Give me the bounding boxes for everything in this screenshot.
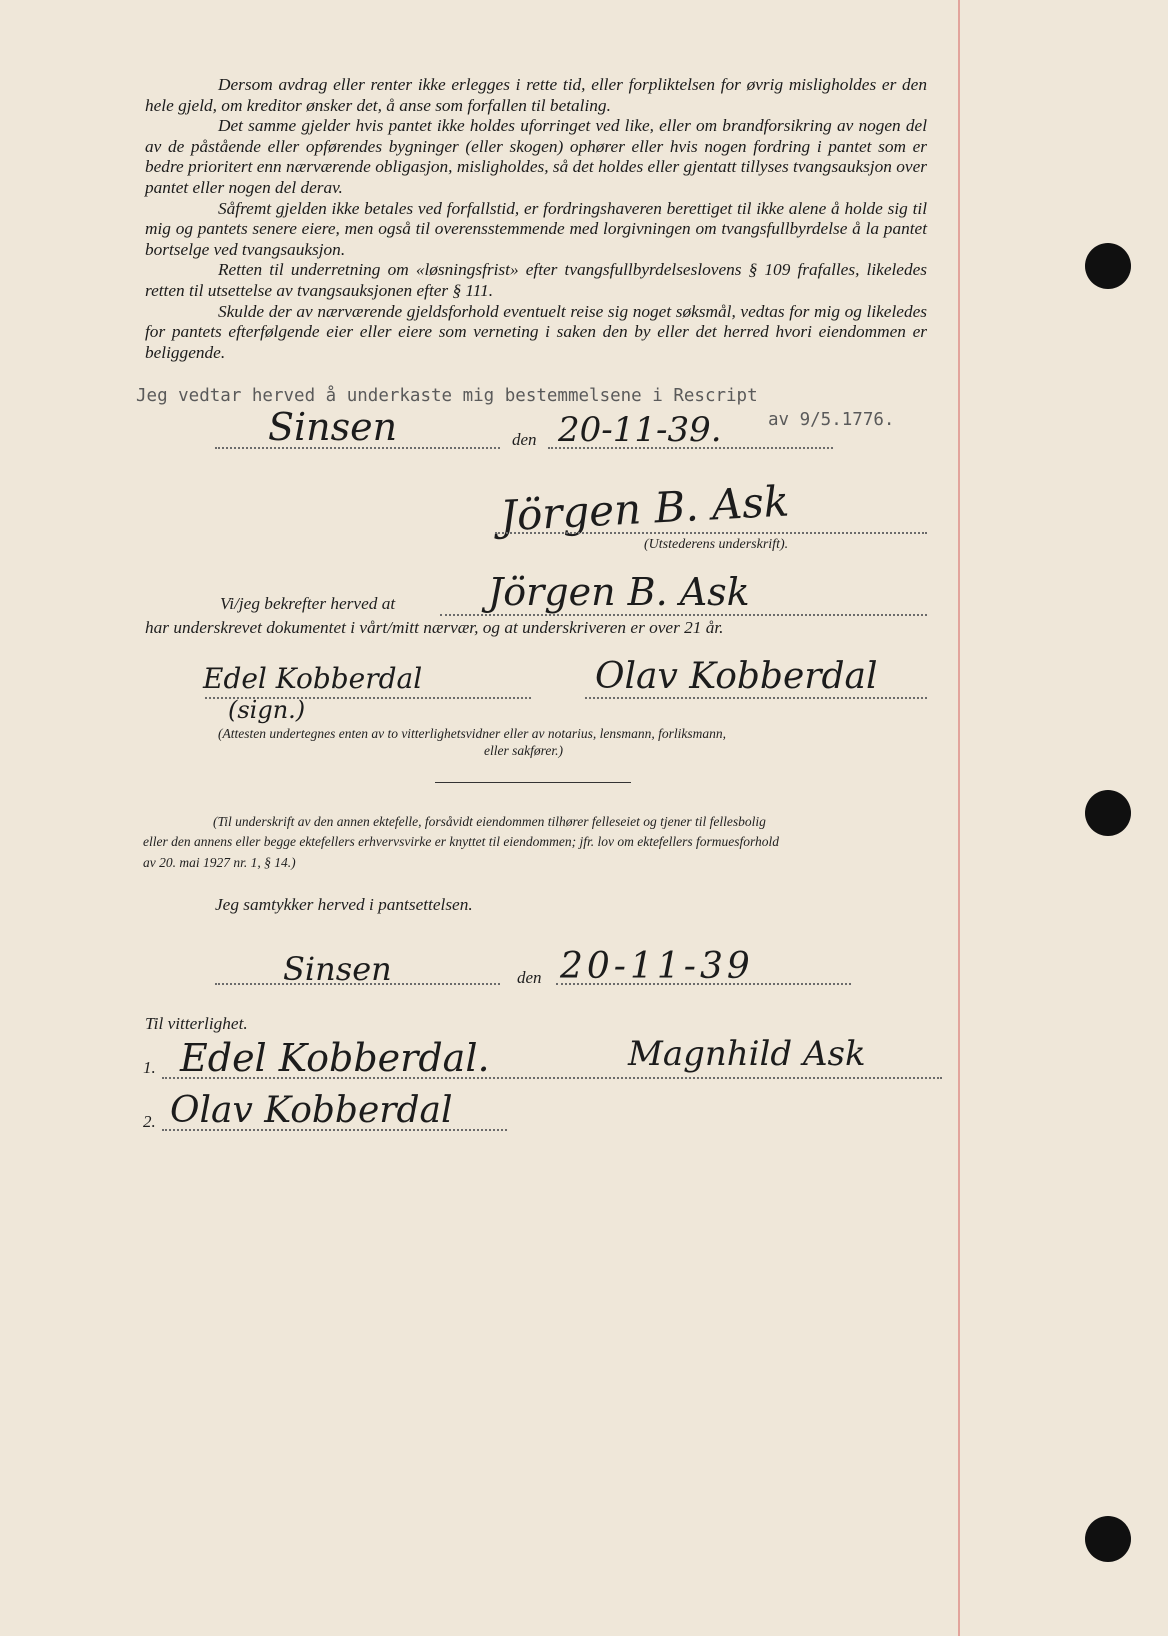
date-line-1 <box>548 447 833 449</box>
witness-heading: Til vitterlighet. <box>145 1014 248 1033</box>
paragraph-insurance: Det samme gjelder hvis pantet ikke holdes uforringet ved like, eller om brandforsikring av nogen del av de påstående eller opførendes bygninger (eller skogen) ophører eller hvis nogen fordring i pantet som er bedre prioritert enn nærværende obligasjon, misligholdes, så det holdes eller gjentatt tillyses tvangsauksjon over pantet eller nogen del derav. <box>145 116 927 197</box>
attest-name-line <box>440 614 927 616</box>
witness-1-signature: Edel Kobberdal. <box>180 1036 490 1080</box>
date-line-2 <box>556 983 851 985</box>
attest-prefix: Vi/jeg bekrefter herved at <box>220 594 396 613</box>
attest-line2: har underskrevet dokumentet i vårt/mitt nærvær, og at underskriveren er over 21 år. <box>145 618 724 637</box>
punch-hole-middle <box>1085 790 1131 836</box>
typed-clause-line2: av 9/5.1776. <box>768 410 895 430</box>
witness-2-line <box>162 1129 507 1131</box>
date-handwritten-2: 20-11-39 <box>560 946 754 987</box>
witness-1-line <box>162 1077 942 1079</box>
spouse-note-1: (Til underskrift av den annen ektefelle, forsåvidt eiendommen tilhører felleseiet og tjener til fellesbolig <box>213 814 766 829</box>
witness-left-line <box>205 697 531 699</box>
place-line-2 <box>215 983 500 985</box>
paragraph-forced-sale: Såfremt gjelden ikke betales ved forfallstid, er fordringshaveren berettiget til ikke alene å holde sig til mig og pantets senere eiere, men også til overensstemmende med lorgivningen om tvangsfullbyrdelse å la pantet bortselge ved tvangsauksjon. <box>145 198 927 259</box>
terms-text <box>145 75 927 363</box>
attest-caption-1: (Attesten undertegnes enten av to vitterlighetsvidner eller av notarius, lensmann, forliksmann, <box>218 726 727 741</box>
place-handwritten-1: Sinsen <box>268 405 398 449</box>
issuer-signature: Jörgen B. Ask <box>498 476 791 541</box>
attest-caption-2: eller sakfører.) <box>484 743 563 758</box>
punch-hole-top <box>1085 243 1131 289</box>
place-handwritten-2: Sinsen <box>283 950 392 988</box>
issuer-signature-line <box>495 532 927 534</box>
issuer-caption: (Utstederens underskrift). <box>644 537 789 552</box>
spouse-note-2: eller den annens eller begge ektefellers erhvervsvirke er knyttet til eiendommen; jfr. lov om ektefellers formuesforhold <box>143 834 780 849</box>
typed-clause-line1: Jeg vedtar herved å underkaste mig bestemmelsene i Rescript <box>136 386 758 406</box>
witness-left-sign-note: (sign.) <box>228 696 306 724</box>
spouse-note-3: av 20. mai 1927 nr. 1, § 14.) <box>143 855 296 870</box>
date-handwritten-1: 20-11-39. <box>558 410 722 450</box>
place-line-1 <box>215 447 500 449</box>
witness-1-right-signature: Magnhild Ask <box>628 1034 866 1074</box>
witness-2-signature: Olav Kobberdal <box>170 1090 453 1131</box>
den-label-2: den <box>517 968 542 987</box>
den-label-1: den <box>512 430 537 449</box>
paragraph-venue: Skulde der av nærværende gjeldsforhold eventuelt reise sig noget søksmål, vedtas for mig og likeledes for pantets efterfølgende eier eller eiere som verneting i saken den by eller det herred hvori eiendommen er beliggende. <box>145 301 927 362</box>
consent-text: Jeg samtykker herved i pantsettelsen. <box>215 895 473 914</box>
margin-rule <box>958 0 960 1636</box>
witness-left-signature: Edel Kobberdal <box>203 662 423 695</box>
witness-number-1: 1. <box>143 1058 156 1077</box>
witness-number-2: 2. <box>143 1112 156 1131</box>
paragraph-redemption: Retten til underretning om «løsningsfrist» efter tvangsfullbyrdelseslovens § 109 frafalles, likeledes retten til utsettelse av tvangsauksjonen efter § 111. <box>145 260 927 300</box>
divider-line <box>435 782 631 783</box>
punch-hole-bottom <box>1085 1516 1131 1562</box>
attest-name-handwritten: Jörgen B. Ask <box>488 570 750 614</box>
witness-right-signature: Olav Kobberdal <box>595 656 878 697</box>
witness-right-line <box>585 697 927 699</box>
paragraph-default: Dersom avdrag eller renter ikke erlegges i rette tid, eller forpliktelsen for øvrig misligholdes er den hele gjeld, om kreditor ønsker det, å anse som forfallen til betaling. <box>145 75 927 115</box>
